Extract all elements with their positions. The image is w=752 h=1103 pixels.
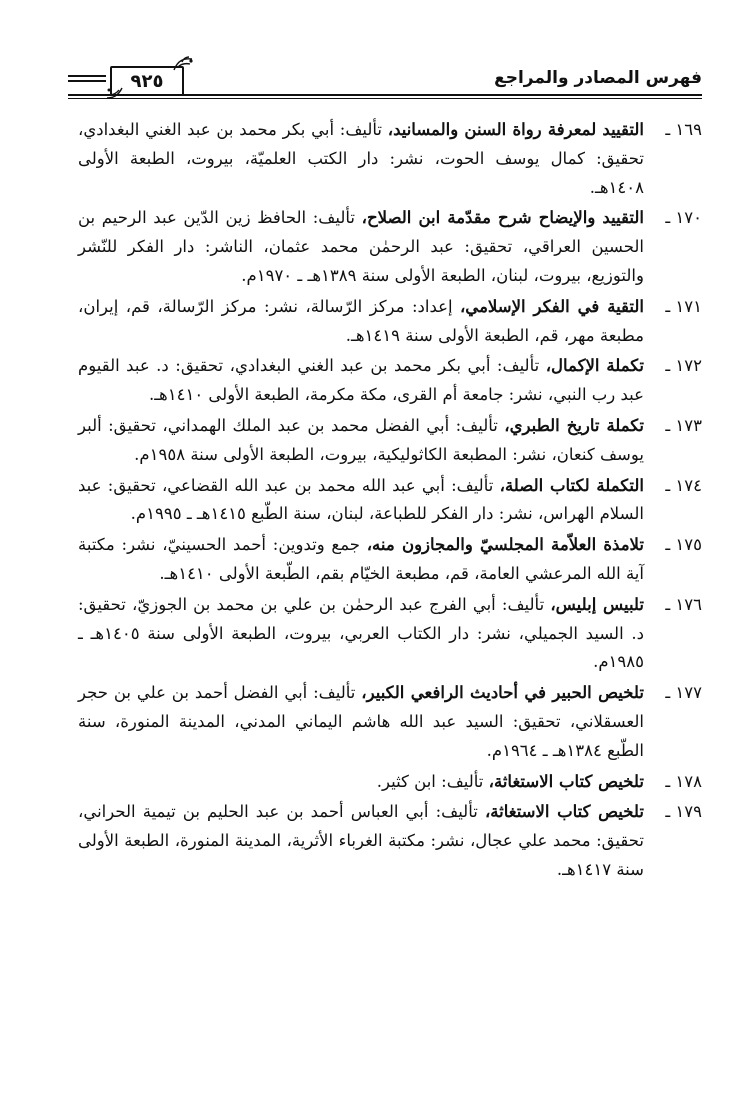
bibliography-entry	[78, 204, 702, 290]
entry-details: إعداد: مركز الرّسالة، نشر: مركز الرّسالة، قم، إيران، مطبعة مهر، قم، الطبعة الأولى سنة ١٤١٩هـ.	[78, 296, 644, 345]
entry-title: التقية في الفكر الإسلامي،	[459, 296, 644, 316]
header-rule	[68, 80, 106, 82]
entry-number: ١٧٢ ـ	[665, 356, 702, 376]
bibliography-entry	[78, 798, 702, 884]
entry-title: تلخيص كتاب الاستغاثة،	[488, 771, 644, 791]
entry-details: تأليف: أبي العباس أحمد بن عبد الحليم بن تيمية الحراني، تحقيق: محمد علي عجال، نشر: مكتبة الغرباء الأثرية، المدينة المنورة، الطبعة الأولى سنة ١٤١٧هـ.	[78, 802, 644, 879]
entry-number: ١٧٠ ـ	[665, 208, 702, 228]
entry-title: تلخيص كتاب الاستغاثة،	[484, 802, 644, 822]
bibliography-list	[78, 116, 702, 887]
entry-details: تأليف: أبي بكر محمد بن عبد الغني البغدادي، تحقيق: د. عبد القيوم عبد رب النبي، نشر: جامعة أم القرى، مكة مكرمة، الطبعة الأولى ١٤١٠هـ.	[78, 356, 644, 405]
page-number: ٩٢٥	[130, 70, 164, 92]
bibliography-entry	[78, 531, 702, 589]
entry-number: ١٧٤ ـ	[665, 475, 702, 495]
header-divider	[68, 98, 702, 99]
entry-details: تأليف: أبي الفضل محمد بن عبد الملك الهمداني، تحقيق: ألبر يوسف كنعان، نشر: المطبعة الكاثوليكية، بيروت، الطبعة الأولى سنة ١٩٥٨م.	[78, 415, 644, 464]
entry-title: تلبيس إبليس،	[550, 594, 644, 614]
bibliography-entry	[78, 768, 702, 797]
entry-details: تأليف: أبي الفضل أحمد بن علي بن حجر العسقلاني، تحقيق: السيد عبد الله هاشم اليماني المدني، المدينة المنورة، سنة الطّبع ١٣٨٤هـ ـ ١٩٦٤م.	[78, 683, 644, 760]
entry-title: تكملة الإكمال،	[545, 356, 644, 376]
entry-title: تلامذة العلاّمة المجلسيّ والمجازون منه،	[366, 535, 644, 555]
entry-number: ١٧١ ـ	[665, 296, 702, 316]
entry-title: التقييد والإيضاح شرح مقدّمة ابن الصلاح،	[361, 208, 644, 228]
bibliography-entry	[78, 591, 702, 677]
entry-number: ١٧٧ ـ	[665, 683, 702, 703]
entry-number: ١٧٥ ـ	[665, 535, 702, 555]
entry-number: ١٧٦ ـ	[665, 594, 702, 614]
entry-title: التقييد لمعرفة رواة السنن والمسانيد،	[387, 120, 644, 139]
entry-number: ١٧٩ ـ	[665, 802, 702, 822]
entry-title: التكملة لكتاب الصلة،	[499, 475, 644, 495]
bibliography-entry	[78, 412, 702, 470]
bibliography-entry	[78, 472, 702, 530]
entry-details: تأليف: الحافظ زين الدّين عبد الرحيم بن الحسين العراقي، تحقيق: عبد الرحمٰن محمد عثمان، الناشر: دار الفكر للنّشر والتوزيع، بيروت، لبنان، الطبعة الأولى سنة ١٣٨٩هـ ـ ١٩٧٠م.	[78, 208, 644, 285]
page-header	[68, 56, 702, 102]
bibliography-entry	[78, 679, 702, 765]
bibliography-entry	[78, 352, 702, 410]
header-rule	[68, 75, 106, 77]
header-divider	[68, 94, 702, 96]
ornament-icon	[172, 56, 194, 72]
entry-details: تأليف: أبي عبد الله محمد بن عبد الله القضاعي، تحقيق: عبد السلام الهراس، نشر: دار الفكر للطباعة، لبنان، سنة الطّبع ١٤١٥هـ ـ ١٩٩٥م.	[78, 475, 644, 524]
entry-details: تأليف: ابن كثير.	[376, 771, 489, 791]
bibliography-entry	[78, 293, 702, 351]
entry-number: ١٦٩ ـ	[665, 120, 702, 139]
entry-number: ١٧٣ ـ	[665, 415, 702, 435]
bibliography-entry	[78, 116, 702, 202]
running-title: فهرس المصادر والمراجع	[494, 68, 702, 88]
entry-details: تأليف: أبي الفرج عبد الرحمٰن بن علي بن محمد بن الجوزيّ، تحقيق: د. السيد الجميلي، نشر: دار الكتاب العربي، بيروت، الطبعة الأولى سنة ١٤٠٥هـ ـ ١٩٨٥م.	[78, 594, 644, 672]
entry-title: تلخيص الحبير في أحاديث الرافعي الكبير،	[361, 683, 644, 703]
entry-number: ١٧٨ ـ	[665, 771, 702, 791]
entry-details: جمع وتدوين: أحمد الحسينيّ، نشر: مكتبة آية الله المرعشي العامة، قم، مطبعة الخيّام بقم، الطّبعة الأولى ١٤١٠هـ.	[78, 535, 644, 583]
entry-details: تأليف: أبي بكر محمد بن عبد الغني البغدادي، تحقيق: كمال يوسف الحوت، نشر: دار الكتب العلميّة، بيروت، الطبعة الأولى ١٤٠٨هـ.	[78, 120, 644, 197]
entry-title: تكملة تاريخ الطبري،	[504, 415, 644, 435]
